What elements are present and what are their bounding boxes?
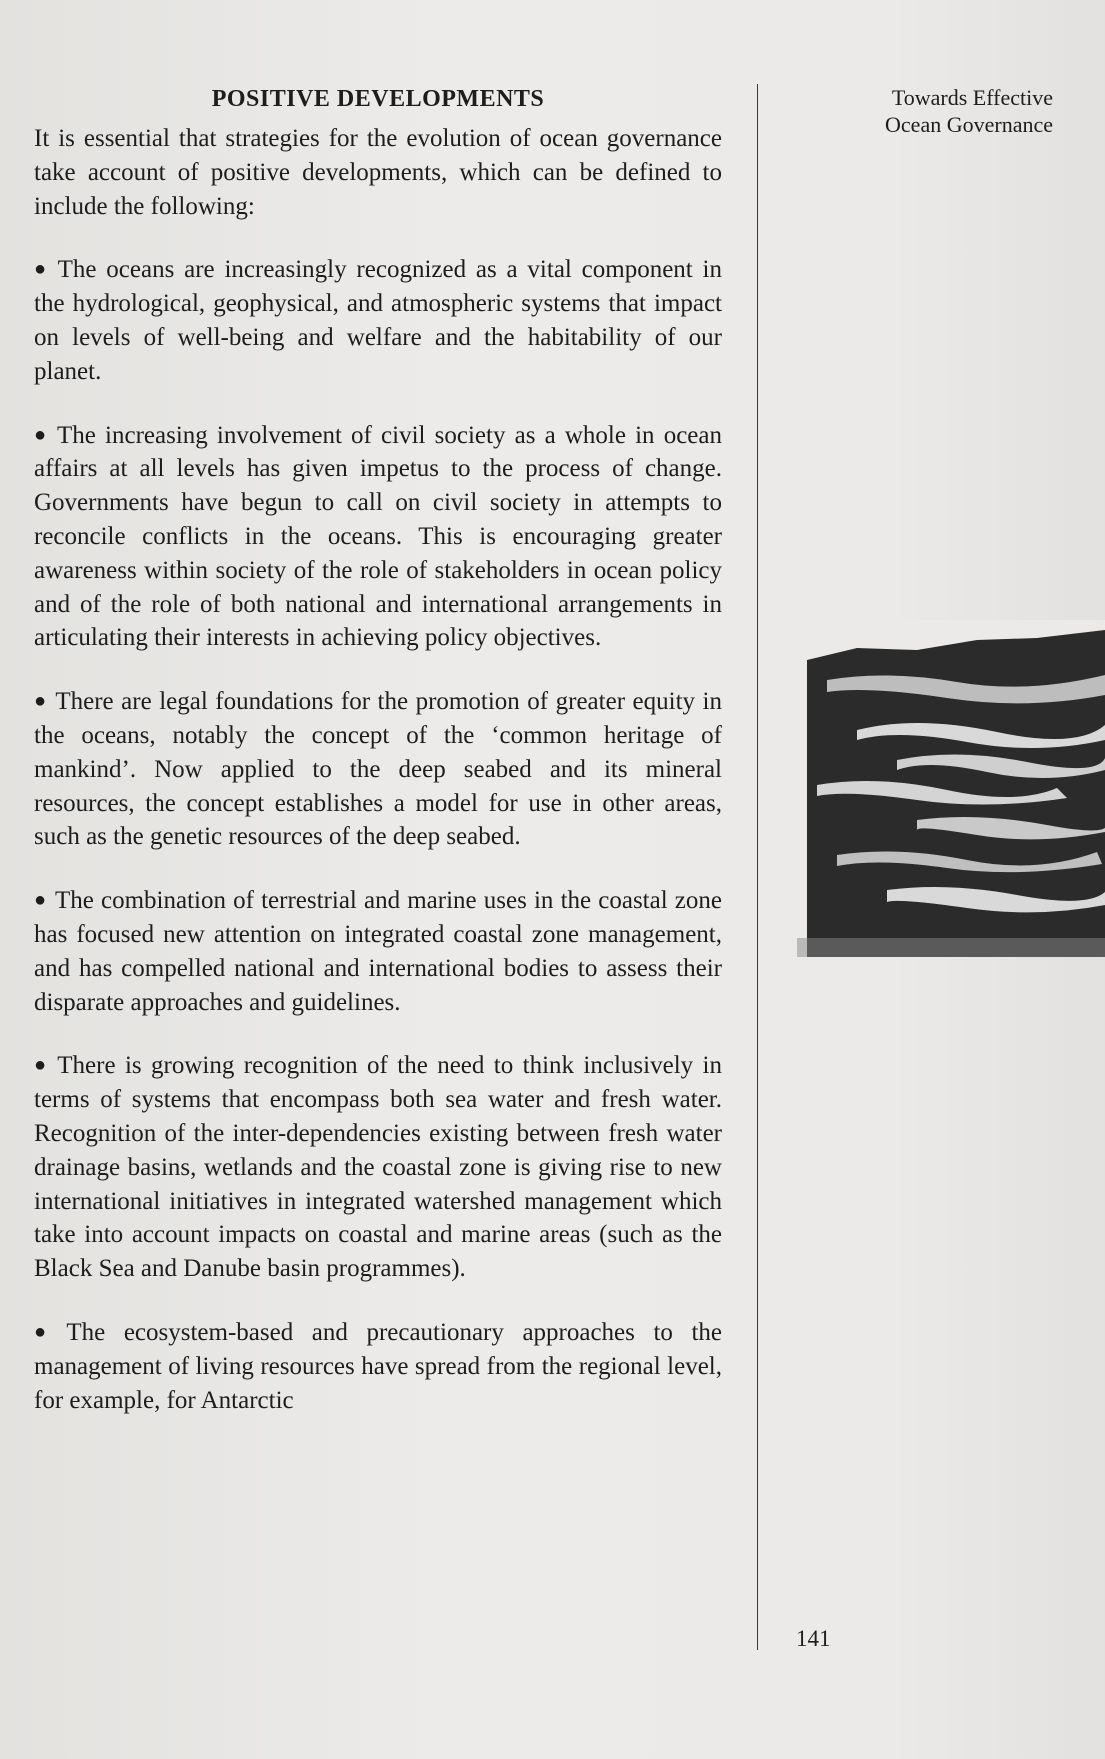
running-title-line1: Towards Effective	[891, 85, 1053, 110]
bullet-icon: ●	[34, 690, 48, 713]
bullet-icon: ●	[34, 1320, 59, 1343]
bullet-icon: ●	[34, 889, 47, 912]
bullet-paragraph	[34, 884, 722, 1019]
bullet-text: The combination of terrestrial and marine uses in the coastal zone has focused new attention on integrated coastal zone management, and has compelled national and international bodies to assess their disparate approaches and guidelines.	[34, 887, 722, 1016]
page-number: 141	[796, 1626, 831, 1651]
bullet-text: The oceans are increasingly recognized as a vital component in the hydrological, geophysical, and atmospheric systems that impact on levels of well-being and welfare and the habitability of our planet.	[34, 256, 722, 385]
ocean-photo	[797, 620, 1105, 957]
bullet-text: There is growing recognition of the need to think inclusively in terms of systems that encompass both sea water and fresh water. Recognition of the inter-dependencies existing between fresh water drainage basins, wetlands and the coastal zone is giving rise to new international initiatives in integrated watershed management which take into account impacts on coastal and marine areas (such as the Black Sea and Danube basin programmes).	[34, 1052, 722, 1283]
bullet-text: The ecosystem-based and precautionary approaches to the management of living resources have spread from the regional level, for example, for Antarctic	[34, 1318, 722, 1414]
running-title-line2: Ocean Governance	[885, 112, 1053, 137]
running-header	[885, 84, 1053, 138]
bullet-paragraph	[34, 419, 722, 656]
bullet-icon: ●	[34, 258, 50, 281]
column-divider	[757, 84, 758, 1650]
bullet-paragraph	[34, 1049, 722, 1286]
bullet-text: The increasing involvement of civil society as a whole in ocean affairs at all levels has given impetus to the process of change. Governments have begun to call on civil society in attempts to reconcile conflicts in the oceans. This is encouraging greater awareness within society of the role of stakeholders in ocean policy and of the role of both national and international arrangements in articulating their interests in achieving policy objectives.	[34, 421, 722, 652]
intro-paragraph: It is essential that strategies for the evolution of ocean governance take account of positive developments, which can be defined to include the following:	[34, 125, 722, 220]
section-heading: POSITIVE DEVELOPMENTS	[211, 86, 545, 112]
main-text-column	[34, 82, 722, 1417]
bullet-paragraph	[34, 685, 722, 854]
bullet-icon: ●	[34, 1054, 50, 1077]
bullet-paragraph	[34, 253, 722, 388]
bullet-icon: ●	[34, 423, 49, 446]
bullet-text: There are legal foundations for the promotion of greater equity in the oceans, notably the concept of the ‘common heritage of mankind’. Now applied to the deep seabed and its mineral resources, the concept establishes a model for use in other areas, such as the genetic resources of the deep seabed.	[34, 688, 722, 851]
bullet-paragraph	[34, 1316, 722, 1417]
